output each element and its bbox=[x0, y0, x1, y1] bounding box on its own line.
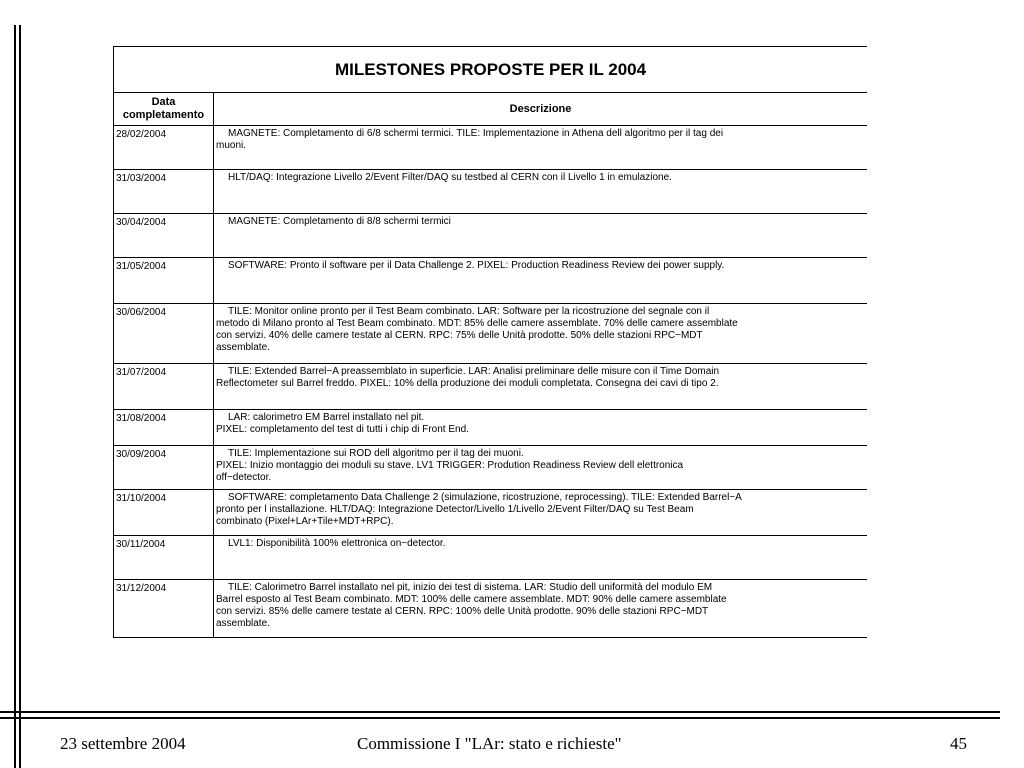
row-date: 31/05/2004 bbox=[114, 258, 214, 304]
footer-title: Commissione I "LAr: stato e richieste" bbox=[357, 734, 622, 753]
row-date: 31/03/2004 bbox=[114, 170, 214, 214]
table-row bbox=[114, 536, 868, 580]
description-line: LVL1: Disponibilità 100% elettronica on−detector. bbox=[228, 538, 446, 549]
description-line: pronto per l installazione. HLT/DAQ: Integrazione Detector/Livello 1/Livello 2/Event Filter/DAQ su Test Beam bbox=[216, 504, 694, 515]
description-line: assemblate. bbox=[216, 618, 270, 629]
table-row bbox=[114, 410, 868, 446]
description-line: Barrel esposto al Test Beam combinato. MDT: 100% delle camere assemblate. MDT: 90% delle camere assemblate bbox=[216, 594, 727, 605]
table-row bbox=[114, 446, 868, 490]
table-row bbox=[114, 170, 868, 214]
row-date: 30/04/2004 bbox=[114, 214, 214, 258]
description-line: combinato (Pixel+LAr+Tile+MDT+RPC). bbox=[216, 516, 394, 527]
description-line: TILE: Calorimetro Barrel installato nel pit, inizio dei test di sistema. LAR: Studio dell uniformità del modulo EM bbox=[228, 582, 713, 593]
description-line: metodo di Milano pronto al Test Beam combinato. MDT: 85% delle camere assemblate. 70% delle camere assemblate bbox=[216, 318, 738, 329]
description-line: con servizi. 40% delle camere testate al CERN. RPC: 75% delle Unità prodotte. 50% delle stazioni RPC−MDT bbox=[216, 330, 703, 341]
header-date-line1: Data bbox=[151, 96, 176, 108]
description-line: HLT/DAQ: Integrazione Livello 2/Event Filter/DAQ su testbed al CERN con il Livello 1 in emulazione. bbox=[228, 172, 672, 183]
header-date-line2: completamento bbox=[122, 109, 205, 121]
description-line: con servizi. 85% delle camere testate al CERN. RPC: 100% delle Unità prodotte. 90% delle stazioni RPC−MDT bbox=[216, 606, 709, 617]
description-line: PIXEL: completamento del test di tutti i chip di Front End. bbox=[216, 424, 469, 435]
description-line: Reflectometer sul Barrel freddo. PIXEL: 10% della produzione dei moduli completata. Consegna dei cavi di tipo 2. bbox=[216, 378, 719, 389]
description-line: TILE: Extended Barrel−A preassemblato in superficie. LAR: Analisi preliminare delle misure con il Time Domain bbox=[228, 366, 720, 377]
description-line: MAGNETE: Completamento di 6/8 schermi termici. TILE: Implementazione in Athena dell algoritmo per il tag dei bbox=[228, 128, 724, 139]
description-line: TILE: Monitor online pronto per il Test Beam combinato. LAR: Software per la ricostruzione del segnale con il bbox=[228, 306, 710, 317]
row-description bbox=[214, 580, 868, 638]
row-description bbox=[214, 364, 868, 410]
table-row bbox=[114, 258, 868, 304]
table-row bbox=[114, 214, 868, 258]
table-row bbox=[114, 580, 868, 638]
table-body bbox=[114, 126, 868, 638]
row-description bbox=[214, 490, 868, 536]
description-line: MAGNETE: Completamento di 8/8 schermi termici bbox=[228, 216, 451, 227]
table-row bbox=[114, 304, 868, 364]
row-description bbox=[214, 410, 868, 446]
row-date: 30/09/2004 bbox=[114, 446, 214, 490]
left-frame-rule-inner bbox=[19, 25, 21, 768]
left-frame-rule-outer bbox=[14, 25, 16, 768]
table-title: MILESTONES PROPOSTE PER IL 2004 bbox=[114, 47, 868, 93]
description-line: assemblate. bbox=[216, 342, 270, 353]
row-description bbox=[214, 304, 868, 364]
header-date bbox=[114, 93, 214, 126]
bottom-frame-rule-upper bbox=[0, 711, 1000, 713]
row-date: 31/12/2004 bbox=[114, 580, 214, 638]
slide-footer bbox=[0, 730, 1024, 760]
milestones-table bbox=[113, 46, 867, 638]
description-line: muoni. bbox=[216, 140, 247, 151]
row-description bbox=[214, 170, 868, 214]
bottom-frame-rule-lower bbox=[0, 717, 1000, 719]
row-date: 31/08/2004 bbox=[114, 410, 214, 446]
description-line: SOFTWARE: completamento Data Challenge 2 (simulazione, ricostruzione, reprocessing). TILE: Extended Barrel−A bbox=[228, 492, 742, 503]
table-row bbox=[114, 126, 868, 170]
row-description bbox=[214, 536, 868, 580]
description-line: PIXEL: Inizio montaggio dei moduli su stave. LV1 TRIGGER: Prodution Readiness Review dell elettronica bbox=[216, 460, 684, 471]
row-description bbox=[214, 214, 868, 258]
row-description bbox=[214, 446, 868, 490]
description-line: SOFTWARE: Pronto il software per il Data Challenge 2. PIXEL: Production Readiness Review dei power supply. bbox=[228, 260, 725, 271]
header-description: Descrizione bbox=[214, 93, 868, 126]
footer-date: 23 settembre 2004 bbox=[60, 734, 186, 753]
description-line: LAR: calorimetro EM Barrel installato nel pit. bbox=[228, 412, 425, 423]
row-description bbox=[214, 126, 868, 170]
milestones-table-image bbox=[113, 46, 867, 686]
row-date: 28/02/2004 bbox=[114, 126, 214, 170]
table-row bbox=[114, 364, 868, 410]
page-number: 45 bbox=[950, 734, 967, 753]
row-date: 30/11/2004 bbox=[114, 536, 214, 580]
row-date: 31/07/2004 bbox=[114, 364, 214, 410]
description-line: off−detector. bbox=[216, 472, 272, 483]
row-date: 31/10/2004 bbox=[114, 490, 214, 536]
description-line: TILE: Implementazione sui ROD dell algoritmo per il tag dei muoni. bbox=[228, 448, 524, 459]
row-date: 30/06/2004 bbox=[114, 304, 214, 364]
table-row bbox=[114, 490, 868, 536]
row-description bbox=[214, 258, 868, 304]
